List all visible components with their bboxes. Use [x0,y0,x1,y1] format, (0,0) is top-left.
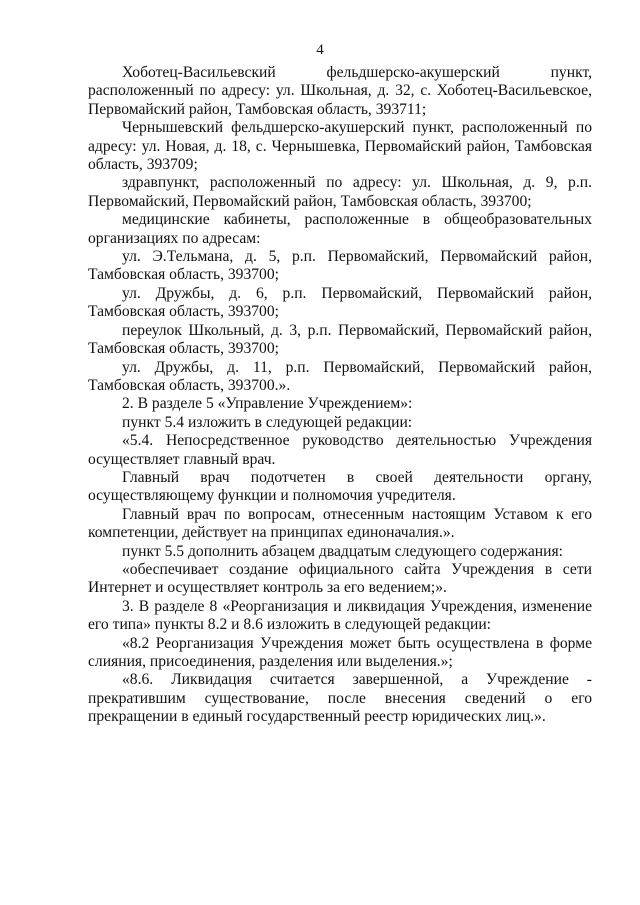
paragraph-section-5-heading: 2. В разделе 5 «Управление Учреждением»: [122,395,413,413]
paragraph-item-8-2: «8.2 Реорганизация Учреждения может быть осуществлена в форме слияния, присоединения, разделения или выделения.»; [88,634,592,670]
paragraph-item-5-4-intro: пункт 5.4 изложить в следующей редакции: [122,413,413,431]
paragraph-address-druzhby-6: ул. Дружбы, д. 6, р.п. Первомайский, Первомайский район, Тамбовская область, 393700; [88,284,592,321]
paragraph-chief-doctor-competence: Главный врач по вопросам, отнесенным настоящим Уставом к его компетенции, действует на принципах единоначалия.». [88,505,592,542]
paragraph-chernyshevsky-fap: Чернышевский фельдшерско-акушерский пункт, расположенный по адресу: ул. Новая, д. 18, с. Чернышевка, Первомайский район, Тамбовская область, 393709; [88,119,592,174]
page-number: 4 [316,42,324,58]
paragraph-zdravpunkt: здравпункт, расположенный по адресу: ул. Школьная, д. 9, р.п. Первомайский, Первомайский район, Тамбовская область, 393700; [88,174,592,210]
paragraph-address-shkolny: переулок Школьный, д. 3, р.п. Первомайский, Первомайский район, Тамбовская область, 393700; [88,321,592,358]
paragraph-item-8-6: «8.6. Ликвидация считается завершенной, а Учреждение - прекратившим существование, после внесения сведений о его прекращении в единый государственный реестр юридических лиц.». [88,671,592,726]
paragraph-address-telmana: ул. Э.Тельмана, д. 5, р.п. Первомайский, Первомайский район, Тамбовская область, 393700; [88,248,592,284]
paragraph-item-5-4-text: «5.4. Непосредственное руководство деятельностью Учреждения осуществляет главный врач. [88,432,592,468]
paragraph-khobotets-fap: Хоботец-Васильевский фельдшерско-акушерский пункт, расположенный по адресу: ул. Школьная, д. 32, с. Хоботец-Васильевское, Первомайский район, Тамбовская область, 393711; [88,64,592,118]
paragraph-item-5-5-intro: пункт 5.5 дополнить абзацем двадцатым следующего содержания: [122,542,564,560]
paragraph-medical-offices: медицинские кабинеты, расположенные в общеобразовательных организациях по адресам: [88,211,592,247]
paragraph-chief-doctor-accountable: Главный врач подотчетен в своей деятельности органу, осуществляющему функции и полномочия учредителя. [88,468,592,505]
paragraph-address-druzhby-11: ул. Дружбы, д. 11, р.п. Первомайский, Первомайский район, Тамбовская область, 393700.». [88,358,592,394]
document-body [88,64,592,727]
paragraph-item-5-5-text: «обеспечивает создание официального сайта Учреждения в сети Интернет и осуществляет контроль за его ведением;». [88,560,592,597]
paragraph-section-8-heading: 3. В разделе 8 «Реорганизация и ликвидация Учреждения, изменение его типа» пункты 8.2 и 8.6 изложить в следующей редакции: [88,597,592,634]
